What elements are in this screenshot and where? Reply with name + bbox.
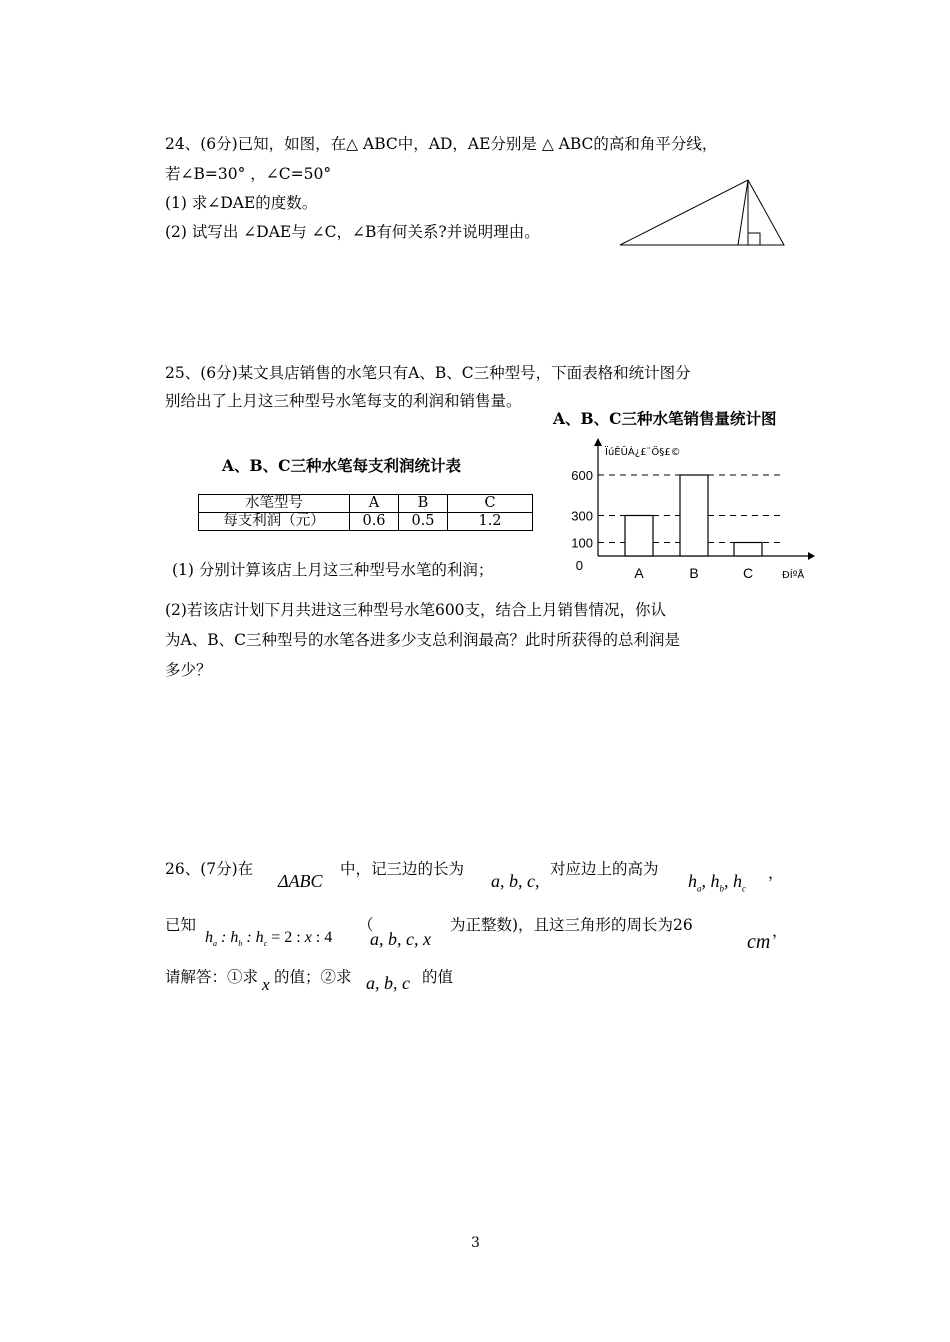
y-tick-label: 300 [571, 508, 593, 524]
bar-B [680, 475, 708, 556]
table-cell: 0.5 [399, 513, 448, 531]
q25-line1: 25、(6分)某文具店销售的水笔只有A、B、C三种型号，下面表格和统计图分 [165, 364, 691, 382]
table-cell: 1.2 [448, 513, 533, 531]
page-number: 3 [471, 1235, 480, 1251]
q26-line1-b: 中，记三边的长为 [340, 860, 465, 878]
q26-line1-a: 26、(7分)在 [165, 860, 254, 878]
q26-line2-c: 为正整数)，且这三角形的周长为26 [450, 916, 693, 934]
q26-line2-a: 已知 [165, 916, 197, 934]
q26-line3-a: 请解答：①求 [165, 968, 259, 986]
q25-part1: (1) 分别计算该店上月这三种型号水笔的利润； [172, 561, 494, 579]
y-tick-label: 600 [571, 468, 593, 483]
x-tick-label: C [742, 565, 754, 581]
bar-C [734, 543, 762, 557]
q26-line1-c: 对应边上的高为 [550, 860, 659, 878]
q26-unit: cm [747, 931, 771, 953]
q24-line2: 若∠B=30° ，∠C=50° [165, 165, 332, 183]
q25-part2-line2: 为A、B、C三种型号的水笔各进多少支总利润最高？此时所获得的总利润是 [165, 631, 680, 649]
profit-table [198, 494, 533, 531]
table-header-cell: A [350, 495, 399, 513]
q25-part2-line1: (2)若该店计划下月共进这三种型号水笔600支，结合上月销售情况，你认 [165, 601, 667, 619]
table-title: A、B、C三种水笔每支利润统计表 [222, 456, 461, 475]
x-tick-label: B [689, 565, 699, 581]
y-axis-arrow [594, 438, 602, 446]
q26-ratio: $h_a$ : $h_b$ : $h_c = 2$ : x : 4 [205, 929, 333, 949]
y-axis-label: ÏúÊÛÁ¿£¨Ö§£© [605, 447, 681, 458]
table-header-cell: B [399, 495, 448, 513]
q26-comma-2: ， [772, 922, 788, 940]
table-header-cell: 水笔型号 [199, 495, 350, 513]
bar-A [625, 516, 653, 557]
x-axis-label: ÐÍºÅ [782, 570, 805, 581]
table-header-row [199, 495, 533, 513]
y-tick-label: 100 [571, 535, 593, 551]
table-cell: 0.6 [350, 513, 399, 531]
q24-part1: (1) 求∠DAE的度数。 [165, 194, 318, 212]
q26-line2-b: （ [358, 916, 374, 934]
q26-line3-c: 的值 [422, 968, 454, 986]
q26-heights: $h_a$, $h_b$, $h_c$ [688, 871, 746, 894]
x-tick-label: A [634, 565, 644, 581]
q26-abc: a, b, c [366, 973, 410, 993]
table-row [199, 513, 533, 531]
q26-comma: ， [768, 864, 784, 882]
q24-line1: 24、(6分)已知，如图，在△ ABC中，AD，AE分别是 △ ABC的高和角平分线， [165, 135, 718, 153]
q24-part2: (2) 试写出 ∠DAE与 ∠C，∠B有何关系?并说明理由。 [165, 223, 540, 241]
q26-line3-b: 的值；②求 [274, 968, 352, 986]
table-cell: 每支利润（元） [199, 513, 350, 531]
y-tick-label: 0 [575, 558, 583, 573]
x-axis-arrow [808, 552, 815, 560]
q25-part2-line3: 多少？ [165, 661, 212, 679]
q26-vars: a, b, c, x [370, 929, 431, 949]
table-header-cell: C [448, 495, 533, 513]
q26-x: x [262, 975, 270, 994]
chart-title: A、B、C三种水笔销售量统计图 [553, 409, 777, 428]
q25-line2: 别给出了上月这三种型号水笔每支的利润和销售量。 [165, 392, 522, 410]
q26-sides: a, b, c, [491, 871, 540, 891]
q26-triangle: ΔABC [278, 871, 323, 891]
